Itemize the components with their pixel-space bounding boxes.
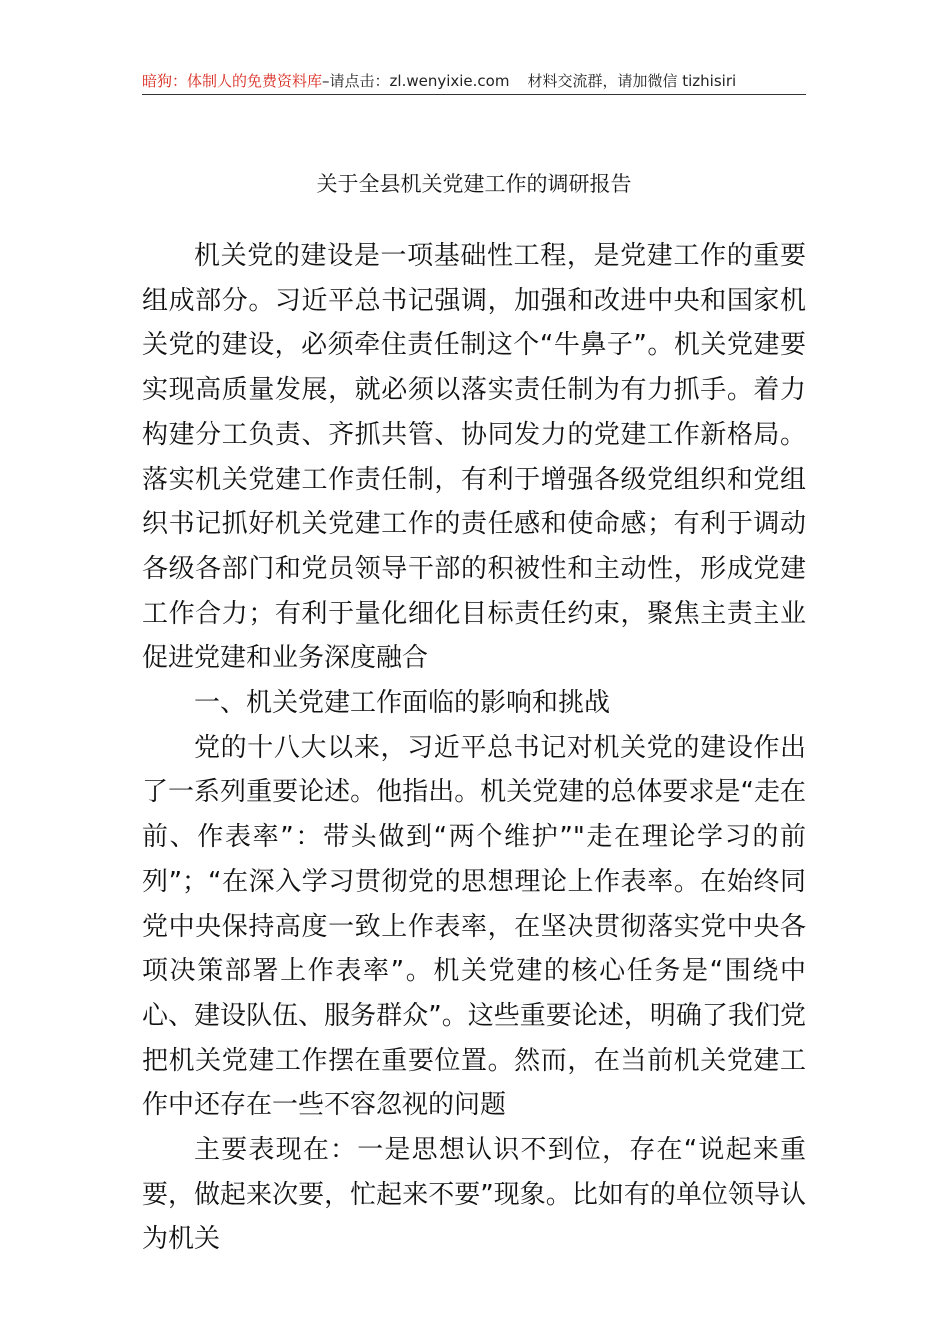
paragraph-intro: 机关党的建设是一项基础性工程，是党建工作的重要组成部分。习近平总书记强调，加强和改进中央和国家机关党的建设，必须牵住责任制这个“牛鼻子”。机关党建要实现高质量发展，就必须以落实责任制为有力抓手。着力构建分工负责、齐抓共管、协同发力的党建工作新格局。落实机关党建工作责任制，有利于增强各级党组织和党组织书记抓好机关党建工作的责任感和使命感；有利于调动各级各部门和党员领导干部的积被性和主动性，形成党建工作合力；有利于量化细化目标责任约束，聚焦主责主业促进党建和业务深度融合 [142,241,806,674]
header-site-name: 暗狗：体制人的免费资料库 [142,72,323,90]
page-header [142,70,806,96]
header-url-link[interactable]: zl.wenyixie.com [389,72,510,90]
paragraph-section-1: 党的十八大以来，习近平总书记对机关党的建设作出了一系列重要论述。他指出。机关党建的总体要求是“走在前、作表率”：带头做到“两个维护”"走在理论学习的前列”；“在深入学习贯彻党的思想理论上作表率。在始终同党中央保持高度一致上作表率，在坚决贯彻落实党中央各项决策部署上作表率”。机关党建的核心任务是“围绕中心、建设队伍、服务群众”。这些重要论述，明确了我们党把机关党建工作摆在重要位置。然而，在当前机关党建工作中还存在一些不容忽视的问题 [142,732,806,1121]
header-link-prompt: –请点击： [322,72,390,90]
document-body [142,234,806,1262]
document-title: 关于全县机关党建工作的调研报告 [316,172,632,196]
header-contact: 材料交流群，请加微信 tizhisiri [527,72,737,90]
header-divider [142,94,806,95]
section-heading-1: 一、机关党建工作面临的影响和挑战 [194,688,611,719]
paragraph-problems: 主要表现在：一是思想认识不到位，存在“说起来重要，做起来次要，忙起来不要”现象。比如有的单位领导认为机关 [142,1135,806,1255]
